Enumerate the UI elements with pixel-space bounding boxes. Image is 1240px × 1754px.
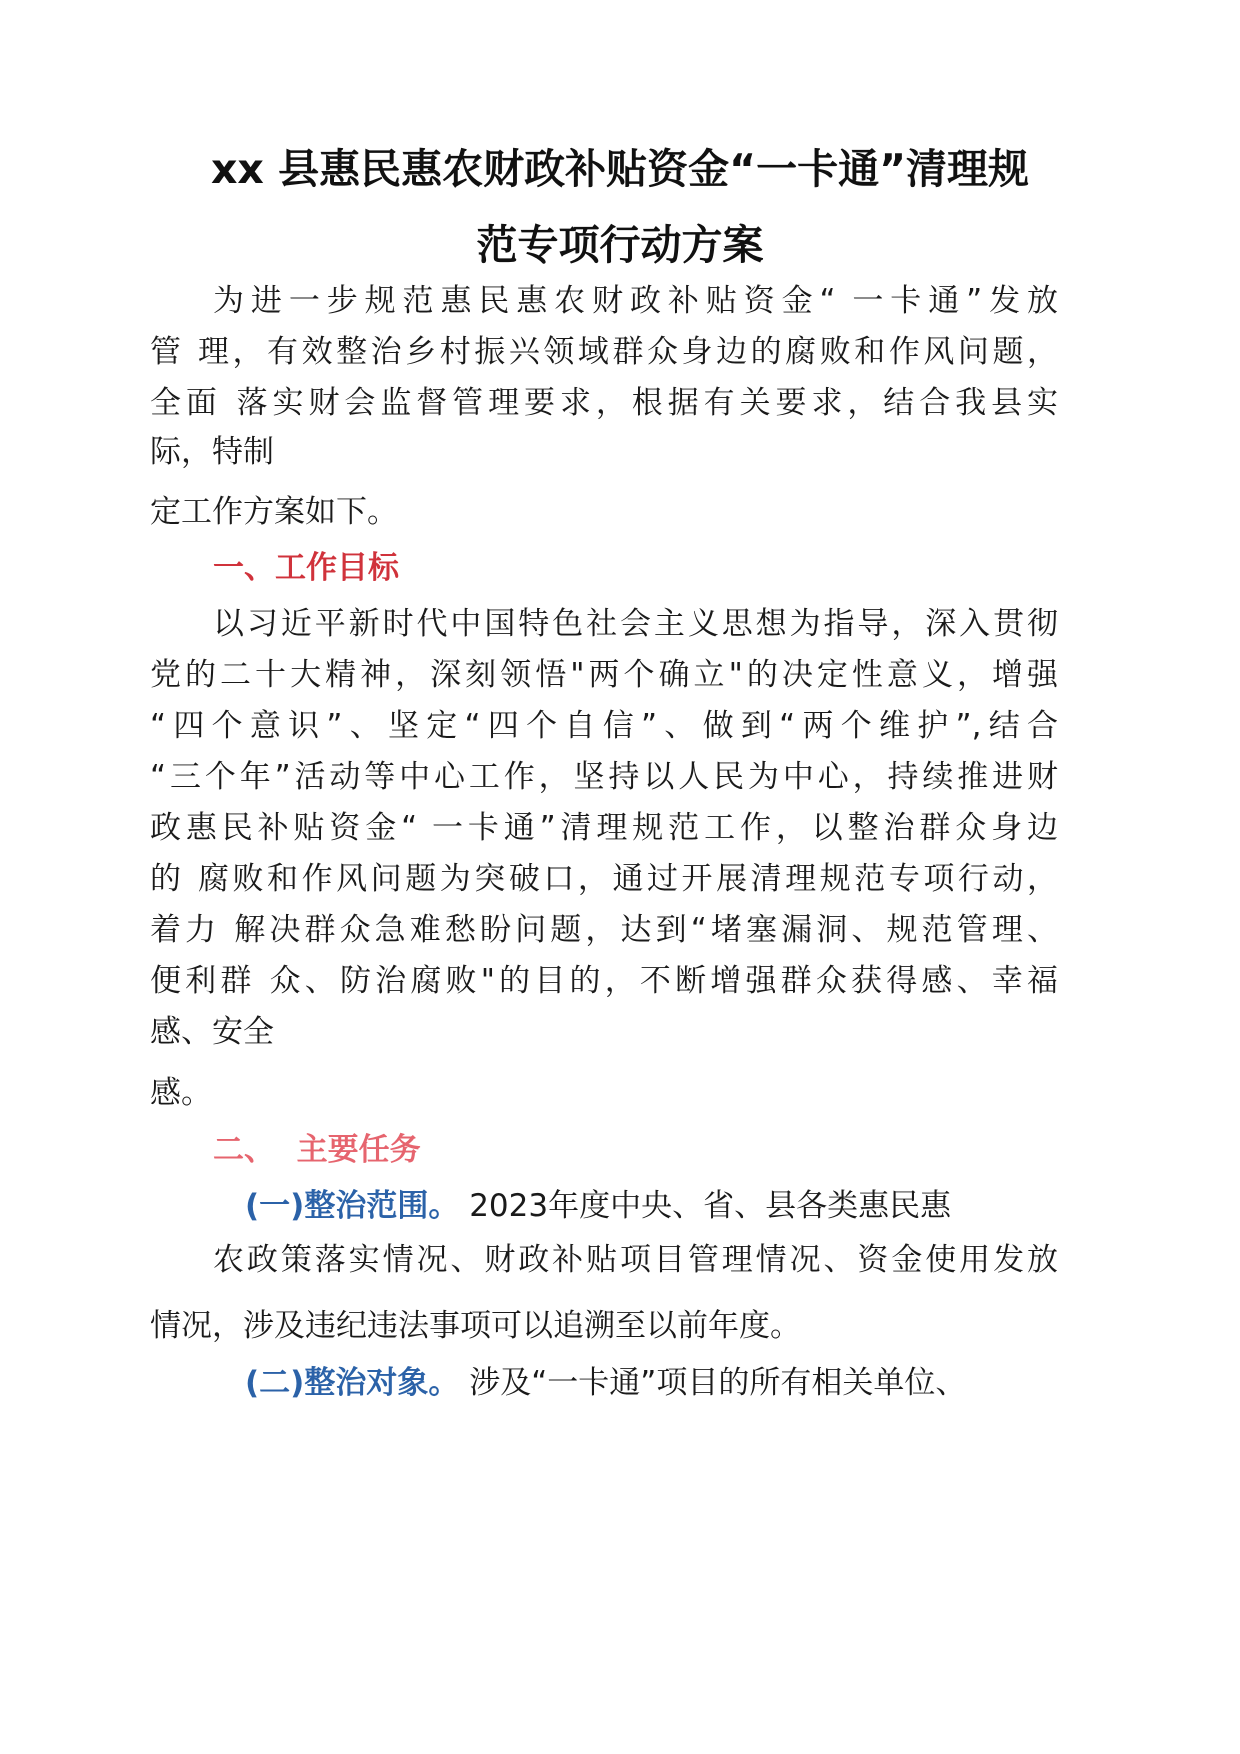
section1-line: 便利群 众、防治腐败"的目的，不断增强群众获得感、幸福 <box>150 963 1058 999</box>
section1-line: 以习近平新时代中国特色社会主义思想为指导，深入贯彻 <box>213 606 1058 642</box>
section-heading-work-goals: 一、工作目标 <box>213 550 399 586</box>
intro-line: 际，特制 <box>150 434 274 470</box>
document-title-line-1: xx 县惠民惠农财政补贴资金“一卡通”清理规 <box>210 145 1030 193</box>
item-targets-first-line <box>245 1363 966 1403</box>
item-targets-text: 涉及“一卡通”项目的所有相关单位、 <box>459 1365 967 1401</box>
section1-line: 感、安全 <box>150 1014 274 1050</box>
intro-line: 全面 落实财会监督管理要求，根据有关要求，结合我县实 <box>150 385 1058 421</box>
section1-line: 着力 解决群众急难愁盼问题，达到“堵塞漏洞、规范管理、 <box>150 912 1058 948</box>
intro-line: 管 理，有效整治乡村振兴领域群众身边的腐败和作风问题， <box>150 334 1058 370</box>
section1-line: 的 腐败和作风问题为突破口，通过开展清理规范专项行动， <box>150 861 1058 897</box>
item-scope-line: 情况，涉及违纪违法事项可以追溯至以前年度。 <box>150 1308 801 1344</box>
item-scope-first-line <box>245 1186 951 1226</box>
section1-line: 党的二十大精神，深刻领悟"两个确立"的决定性意义，增强 <box>150 657 1058 693</box>
item-scope-line: 农政策落实情况、财政补贴项目管理情况、资金使用发放 <box>213 1242 1058 1278</box>
item-scope-text: 2023年度中央、省、县各类惠民惠 <box>459 1188 952 1224</box>
section1-line: “三个年”活动等中心工作，坚持以人民为中心，持续推进财 <box>150 759 1058 795</box>
section-heading-main-tasks: 二、 主要任务 <box>213 1132 421 1168</box>
intro-line: 定工作方案如下。 <box>150 494 398 530</box>
section1-line: 政惠民补贴资金“ 一卡通”清理规范工作，以整治群众身边 <box>150 810 1058 846</box>
intro-line: 为进一步规范惠民惠农财政补贴资金“ 一卡通”发放 <box>213 283 1058 319</box>
item-targets-label: (二)整治对象。 <box>245 1365 460 1401</box>
section1-line: “四个意识”、坚定“四个自信”、做到“两个维护”,结合 <box>150 708 1058 744</box>
section1-line: 感。 <box>150 1075 212 1111</box>
document-title-line-2: 范专项行动方案 <box>476 221 764 269</box>
item-scope-label: (一)整治范围。 <box>245 1188 460 1224</box>
